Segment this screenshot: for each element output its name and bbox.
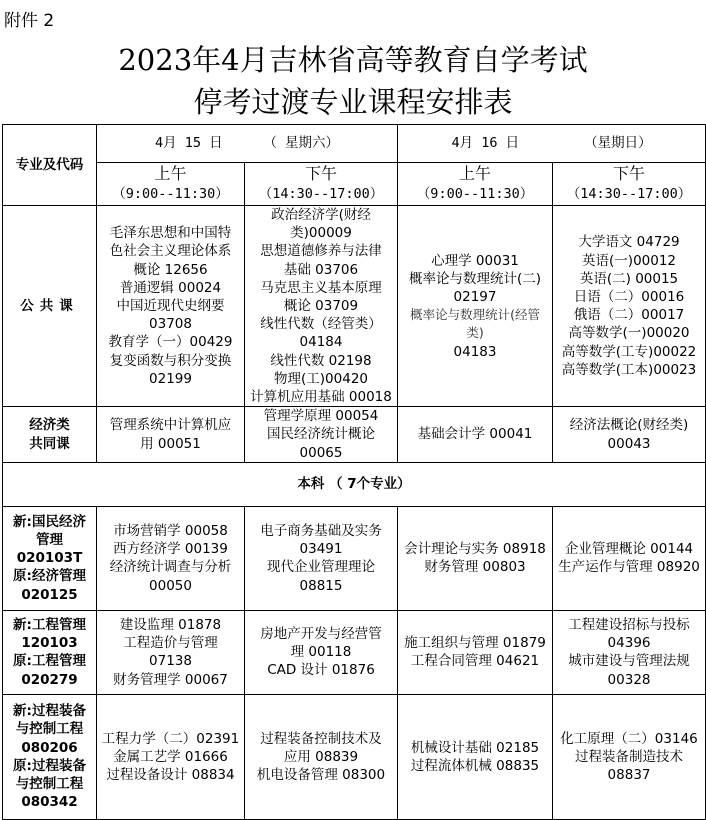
session-period: 下午 (305, 164, 338, 183)
course-line: 线性代数（经管类） (260, 316, 382, 333)
course-line: 工程建设招标与投标 (568, 616, 690, 633)
course-line: 机电设备管理 08300 (256, 766, 386, 783)
course-line: 市场营销学 00058 (113, 522, 228, 539)
course-line: 施工组织与管理 01879 (404, 635, 546, 652)
course-cell (553, 407, 706, 463)
course-line: 04184 (299, 334, 343, 351)
course-line: 高等数学(工专)00022 (561, 343, 697, 360)
course-line: 现代企业管理理论 (267, 559, 375, 576)
course-cell (97, 610, 245, 694)
document-title: 2023年4月吉林省高等教育自学考试 (118, 43, 588, 77)
course-line: 化工原理（二）03146 (560, 730, 698, 747)
course-line: 概论 03709 (283, 298, 359, 315)
course-line: 计算机应用基础 00018 (250, 389, 392, 406)
course-line: 00328 (607, 671, 651, 688)
session-time: （14:30--17:00） (258, 186, 384, 202)
course-line: 城市建设与管理法规 (568, 653, 690, 670)
course-cell (398, 610, 553, 694)
course-line: 概率论与数理统计(二) (408, 270, 542, 287)
table-row-major (3, 506, 706, 610)
course-line: 与控制工程 (15, 776, 84, 793)
course-line: 原:经济管理 (13, 568, 86, 585)
course-line: 经济法概论(财经类) (569, 417, 689, 434)
course-cell (553, 610, 706, 694)
table-row-major (3, 610, 706, 694)
course-cell (245, 694, 398, 819)
exam-schedule-table (2, 124, 706, 820)
major-label (3, 694, 97, 819)
course-line: 基础会计学 00041 (417, 426, 533, 443)
course-line: 马克思主义基本原理 (260, 279, 382, 296)
course-line: 理 00118 (290, 644, 352, 661)
row-label-public: 公共课 (3, 206, 97, 407)
course-line: 00050 (149, 577, 192, 594)
course-line: 020103T (16, 550, 83, 567)
course-line: 线性代数 02198 (270, 352, 372, 369)
course-line: 00065 (299, 444, 343, 461)
course-line: 原:工程管理 (13, 653, 86, 670)
course-line: 原:过程装备 (13, 757, 86, 774)
course-line: 企业管理概论 00144 (564, 541, 694, 558)
course-cell (245, 610, 398, 694)
course-line: 物理(工)00420 (274, 370, 368, 387)
course-line: 建设监理 01878 (119, 616, 222, 633)
course-cell (398, 407, 553, 463)
table-row-major (3, 694, 706, 819)
course-line: 080206 (21, 739, 78, 756)
session-time: （9:00--11:30） (416, 186, 534, 202)
course-cell (553, 694, 706, 819)
session-period: 上午 (459, 164, 492, 183)
course-line: 过程设备设计 08834 (106, 766, 235, 783)
session-header-d1-am (97, 163, 245, 206)
session-period: 上午 (154, 164, 187, 183)
course-line: 类) (466, 325, 484, 341)
course-line: 管理学原理 00054 (263, 408, 379, 425)
course-line: 020125 (21, 586, 78, 603)
course-line: 教育学（一）00429 (108, 334, 233, 351)
course-line: 07138 (149, 653, 192, 670)
course-cell (245, 506, 398, 610)
document-subtitle: 停考过渡专业课程安排表 (193, 85, 513, 119)
course-line: 机械设计基础 02185 (410, 739, 540, 756)
course-line: 生产运作与管理 08920 (558, 559, 700, 576)
major-code-header: 专业及代码 (3, 125, 97, 206)
course-line: 应用 08839 (283, 748, 359, 765)
course-line: 经济统计调查与分析 (109, 559, 232, 576)
section-header-undergrad: 本科 （ 7个专业） (3, 462, 706, 506)
course-line: 高等数学(一)00020 (568, 325, 690, 342)
course-line: 财务管理 00803 (424, 559, 526, 576)
course-line: 概率论与数理统计(经管 (410, 307, 540, 323)
course-line: 020279 (21, 671, 78, 688)
course-line: 电子商务基础及实务 (260, 522, 382, 539)
course-cell (398, 694, 553, 819)
course-cell (245, 206, 398, 407)
course-line: 色社会主义理论体系 (109, 243, 232, 260)
course-line: 新:过程装备 (13, 703, 86, 720)
course-line: 用 00051 (140, 435, 201, 452)
course-cell (97, 694, 245, 819)
course-line: 英语(二) 00015 (579, 270, 679, 287)
course-line: 中国近现代史纲要 (116, 298, 225, 315)
course-line: 概论 12656 (133, 261, 208, 278)
course-line: 120103 (21, 635, 78, 652)
course-line: CAD 设计 01876 (267, 662, 375, 679)
day-date: 4月 15 日 (155, 135, 223, 152)
course-line: 管理 (36, 532, 63, 549)
course-cell (398, 206, 553, 407)
course-line: 00043 (607, 435, 651, 452)
course-cell (97, 506, 245, 610)
session-time: （9:00--11:30） (112, 186, 229, 202)
course-line: 思想道德修养与法律 (260, 243, 382, 260)
day-header-apr15 (97, 125, 398, 163)
course-line: 工程造价与管理 (123, 635, 218, 652)
session-period: 下午 (613, 164, 646, 183)
course-line: 工程力学（二）02391 (101, 730, 240, 747)
table-row-public (3, 206, 706, 407)
course-line: 西方经济学 00139 (113, 541, 228, 558)
course-line: 02199 (149, 370, 192, 387)
course-line: 毛泽东思想和中国特 (109, 225, 232, 242)
course-line: 过程流体机械 08835 (410, 757, 540, 774)
session-time: （14:30--17:00） (566, 186, 692, 202)
course-line: 俄语（二）00017 (573, 307, 685, 324)
course-cell (97, 407, 245, 463)
course-line: 工程合同管理 04621 (410, 653, 540, 670)
course-line: 新:国民经济 (13, 513, 86, 530)
course-line: 会计理论与实务 08918 (404, 541, 546, 558)
day-weekday: （星期日） (584, 135, 652, 152)
course-line: 03708 (149, 316, 192, 333)
session-header-d1-pm (245, 163, 398, 206)
course-line: 财务管理学 00067 (113, 671, 228, 688)
course-line: 过程装备制造技术 (575, 748, 684, 765)
course-line: 08815 (299, 577, 343, 594)
attachment-label: 附件 2 (4, 11, 55, 31)
course-line: 类)00009 (290, 225, 352, 242)
course-line: 房地产开发与经营管 (260, 626, 382, 643)
course-line: 普通逻辑 00024 (119, 279, 222, 296)
course-cell (553, 506, 706, 610)
course-line: 08837 (607, 766, 651, 783)
course-cell (245, 407, 398, 463)
course-line: 080342 (21, 794, 78, 811)
course-line: 国民经济统计概论 (267, 426, 375, 443)
day-weekday: （ 星期六） (263, 135, 339, 152)
course-line: 过程装备控制技术及 (260, 730, 382, 747)
course-line: 日语（二）00016 (573, 288, 685, 305)
day-date: 4月 16 日 (451, 135, 520, 152)
course-line: 新:工程管理 (13, 616, 86, 633)
major-label (3, 610, 97, 694)
course-cell (553, 206, 706, 407)
course-line: 基础 03706 (283, 261, 359, 278)
table-row-economics (3, 407, 706, 463)
course-line: 心理学 00031 (431, 252, 519, 269)
major-label (3, 506, 97, 610)
day-header-apr16 (398, 125, 706, 163)
course-cell (398, 506, 553, 610)
course-line: 高等数学(工本)00023 (561, 361, 697, 378)
course-line: 英语(一)00012 (582, 252, 677, 269)
course-line: 管理系统中计算机应 (109, 417, 232, 434)
course-line: 03491 (299, 541, 343, 558)
table-row-section (3, 462, 706, 506)
course-line: 与控制工程 (15, 721, 84, 738)
course-line: 02197 (453, 288, 497, 305)
course-line: 金属工艺学 01666 (113, 748, 228, 765)
row-label-economics: 经济类 共同课 (3, 407, 97, 463)
course-line: 04183 (453, 343, 497, 360)
course-line: 政治经济学(财经 (271, 207, 371, 223)
course-line: 04396 (607, 635, 651, 652)
course-line: 大学语文 04729 (578, 234, 680, 251)
session-header-d2-am (398, 163, 553, 206)
course-cell (97, 206, 245, 407)
course-line: 复变函数与积分变换 (109, 352, 232, 369)
session-header-d2-pm (553, 163, 706, 206)
